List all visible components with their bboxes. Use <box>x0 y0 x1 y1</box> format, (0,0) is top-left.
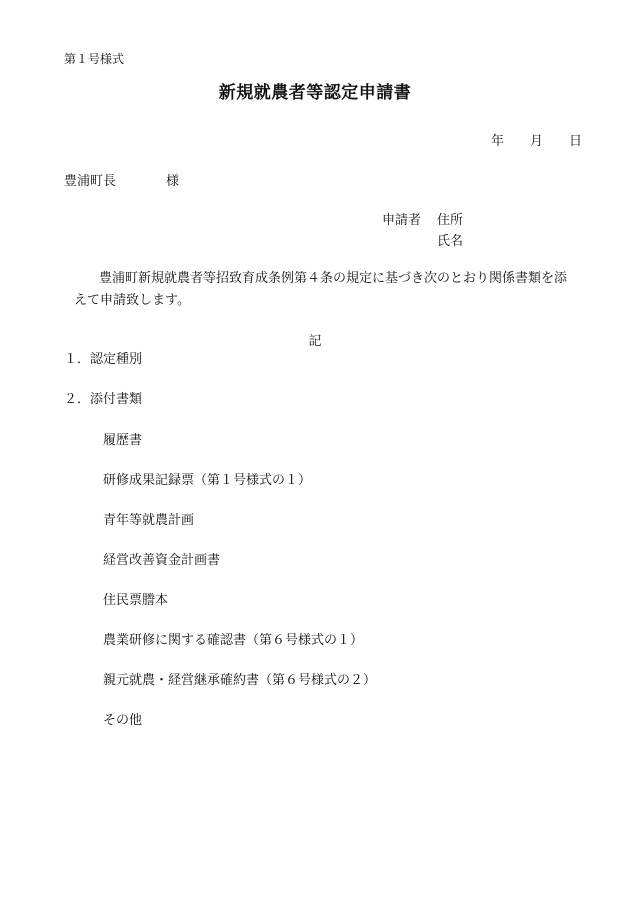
section-label: 添付書類 <box>90 392 143 407</box>
attachment-item: 親元就農・経営継承確約書（第６号様式の２） <box>103 673 377 688</box>
applicant-name-label: 氏名 <box>437 234 464 249</box>
date-day: 日 <box>568 134 582 149</box>
attachment-item: 農業研修に関する確認書（第６号様式の１） <box>103 633 364 648</box>
section-certification-type <box>64 348 142 367</box>
addressee <box>64 170 179 189</box>
attachment-item: 履歴書 <box>103 433 143 448</box>
section-attachments <box>64 388 142 407</box>
attachment-item: 経営改善資金計画書 <box>103 553 221 568</box>
statement-line-2: えて申請致します。 <box>74 293 190 308</box>
date-month: 月 <box>529 134 543 149</box>
attachment-item: その他 <box>103 713 143 728</box>
document-title: 新規就農者等認定申請書 <box>218 83 412 103</box>
form-number: 第１号様式 <box>64 52 125 66</box>
section-number: ２． <box>64 392 91 407</box>
addressee-honorific: 様 <box>166 174 180 189</box>
attachment-item: 研修成果記録票（第１号様式の１） <box>103 473 312 488</box>
attachment-item: 青年等就農計画 <box>103 513 195 528</box>
attachment-item: 住民票謄本 <box>103 593 169 608</box>
section-number: １． <box>64 352 91 367</box>
application-statement <box>64 268 594 312</box>
addressee-name: 豊浦町長 <box>64 174 117 189</box>
applicant-address-label: 住所 <box>437 213 464 228</box>
statement-line-1: 豊浦町新規就農者等招致育成条例第４条の規定に基づき次のとおり関係書類を添 <box>99 271 568 286</box>
date-year: 年 <box>490 134 504 149</box>
date-line <box>491 130 582 149</box>
applicant-label: 申請者 <box>382 213 422 228</box>
ki-heading: 記 <box>308 334 322 349</box>
section-label: 認定種別 <box>90 352 143 367</box>
